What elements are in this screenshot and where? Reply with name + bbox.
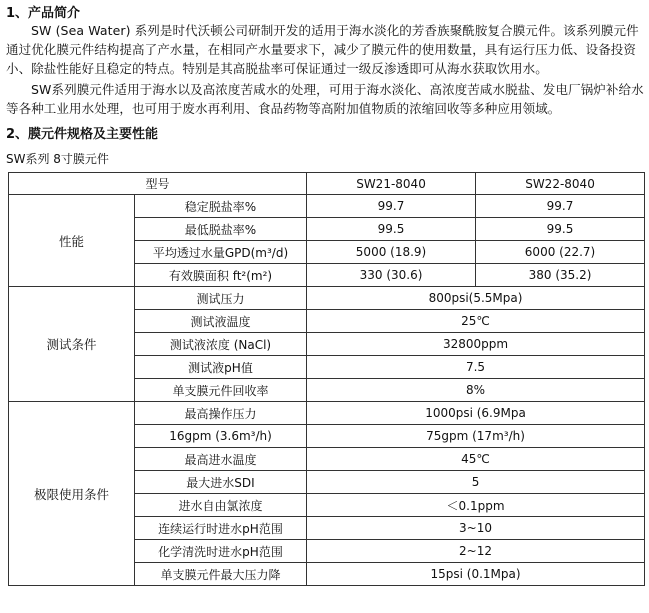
param-cell: 单支膜元件回收率: [135, 379, 307, 402]
table-row: [9, 287, 645, 310]
value-cell: 32800ppm: [307, 333, 645, 356]
param-cell: 进水自由氯浓度: [135, 494, 307, 517]
value-cell: 75gpm (17m³/h): [307, 425, 645, 448]
param-cell: 稳定脱盐率%: [135, 195, 307, 218]
value-cell: 5000 (18.9): [307, 241, 476, 264]
param-cell: 有效膜面积 ft²(m²): [135, 264, 307, 287]
value-cell: 8%: [307, 379, 645, 402]
value-cell: 25℃: [307, 310, 645, 333]
spec-table: [8, 172, 645, 586]
param-cell: 最大进水SDI: [135, 471, 307, 494]
header-model-label: 型号: [9, 173, 307, 195]
header-model-1: SW21-8040: [307, 173, 476, 195]
param-cell: 最低脱盐率%: [135, 218, 307, 241]
value-cell: 45℃: [307, 448, 645, 471]
table-caption: SW系列 8寸膜元件: [6, 152, 109, 166]
table-row: [9, 402, 645, 425]
param-cell: 测试液浓度 (NaCl): [135, 333, 307, 356]
value-cell: 2~12: [307, 540, 645, 563]
param-cell: 测试液pH值: [135, 356, 307, 379]
value-cell: ＜0.1ppm: [307, 494, 645, 517]
value-cell: 99.5: [307, 218, 476, 241]
param-cell: 单支膜元件最大压力降: [135, 563, 307, 586]
value-cell: 7.5: [307, 356, 645, 379]
param-cell: 最高操作压力: [135, 402, 307, 425]
param-cell: 连续运行时进水pH范围: [135, 517, 307, 540]
value-cell: 800psi(5.5Mpa): [307, 287, 645, 310]
group-performance: 性能: [9, 195, 135, 287]
value-cell: 5: [307, 471, 645, 494]
param-cell: 最高进水温度: [135, 448, 307, 471]
table-row: [9, 195, 645, 218]
value-cell: 99.5: [476, 218, 645, 241]
param-cell: 16gpm (3.6m³/h): [135, 425, 307, 448]
table-header-row: [9, 173, 645, 195]
intro-paragraph-2: SW系列膜元件适用于海水以及高浓度苦咸水的处理，可用于海水淡化、高浓度苦咸水脱盐、发电厂锅炉补给水等各种工业用水处理，也可用于废水再利用、食品药物等高附加值物质的浓缩回收等多种应用领域。: [6, 82, 644, 116]
intro-paragraph-1: SW (Sea Water) 系列是时代沃顿公司研制开发的适用于海水淡化的芳香族聚酰胺复合膜元件。该系列膜元件通过优化膜元件结构提高了产水量，在相同产水量要求下，减少了膜元件的使用数量，具有运行压力低、设备投资小、除盐性能好且稳定的特点。特别是其高脱盐率可保证通过一级反渗透即可从海水获取饮用水。: [6, 23, 639, 76]
value-cell: 1000psi (6.9Mpa: [307, 402, 645, 425]
header-model-2: SW22-8040: [476, 173, 645, 195]
value-cell: 99.7: [307, 195, 476, 218]
param-cell: 平均透过水量GPD(m³/d): [135, 241, 307, 264]
spec-heading: 2、膜元件规格及主要性能: [6, 127, 159, 142]
param-cell: 测试压力: [135, 287, 307, 310]
value-cell: 15psi (0.1Mpa): [307, 563, 645, 586]
value-cell: 380 (35.2): [476, 264, 645, 287]
value-cell: 99.7: [476, 195, 645, 218]
value-cell: 330 (30.6): [307, 264, 476, 287]
param-cell: 化学清洗时进水pH范围: [135, 540, 307, 563]
value-cell: 3~10: [307, 517, 645, 540]
value-cell: 6000 (22.7): [476, 241, 645, 264]
intro-heading: 1、产品简介: [6, 6, 81, 21]
group-test-conditions: 测试条件: [9, 287, 135, 402]
param-cell: 测试液温度: [135, 310, 307, 333]
group-limit-conditions: 极限使用条件: [9, 402, 135, 586]
